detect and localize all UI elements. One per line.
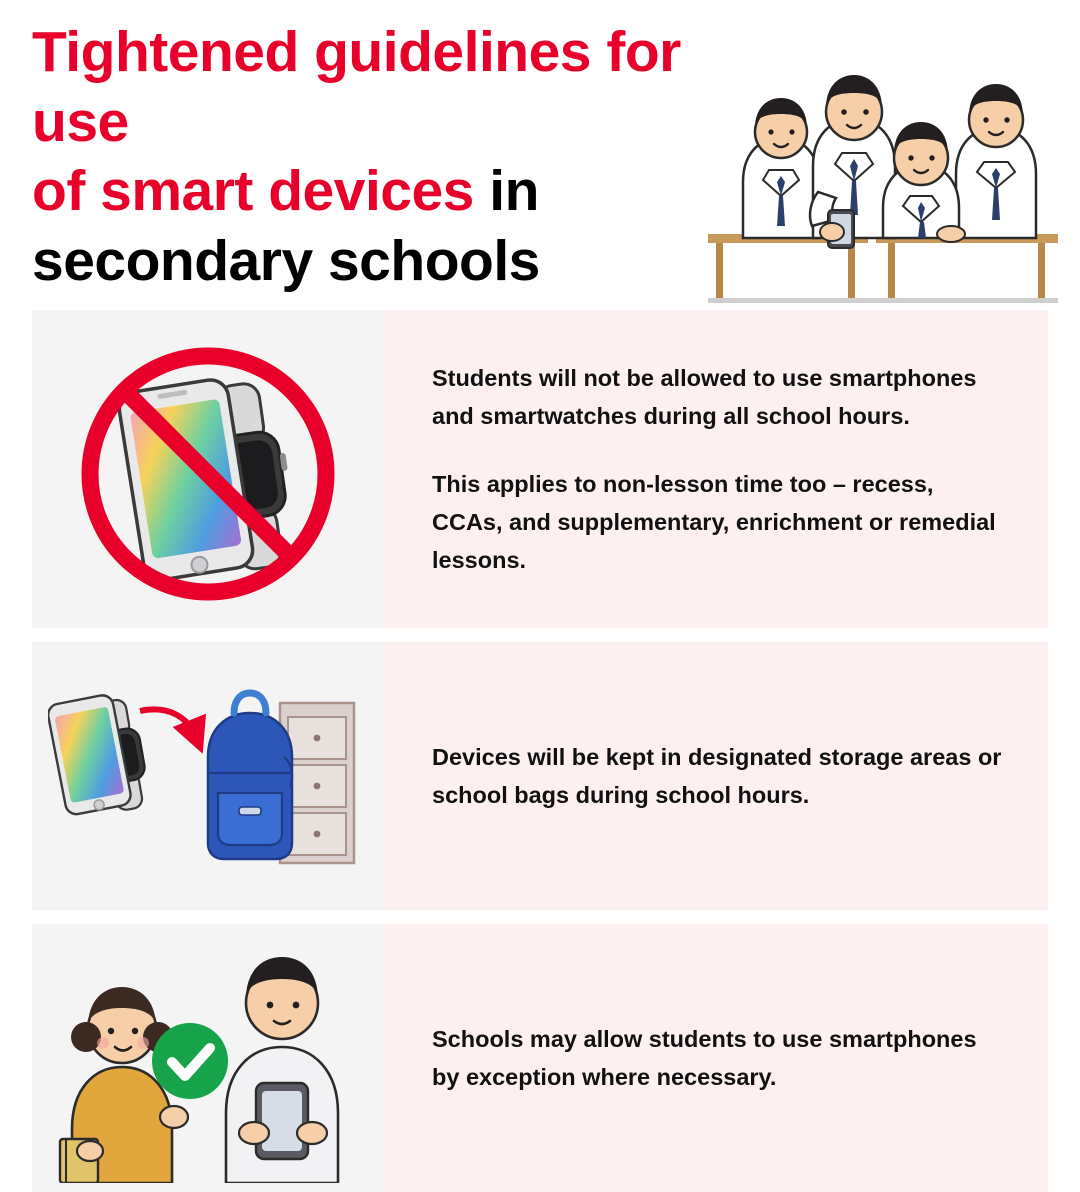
- title-line-3: secondary schools: [32, 228, 540, 293]
- guideline-row: [32, 310, 1048, 628]
- row-illustration: [32, 924, 384, 1192]
- guideline-row: [32, 642, 1048, 910]
- row-text: [384, 924, 1048, 1192]
- title-line-2-highlight: of smart devices: [32, 159, 474, 224]
- row-paragraph: This applies to non-lesson time too – recess, CCAs, and supplementary, enrichment or remedial lessons.: [432, 470, 996, 574]
- row-paragraph: Students will not be allowed to use smartphones and smartwatches during all school hours.: [432, 364, 977, 429]
- students-with-smartphone-illustration: [708, 62, 1058, 310]
- guideline-row: [32, 924, 1048, 1192]
- devices-into-bag-and-locker-icon: [48, 661, 368, 891]
- row-paragraph: Schools may allow students to use smartphones by exception where necessary.: [432, 1025, 977, 1090]
- guideline-rows: [0, 310, 1080, 1192]
- row-illustration: [32, 310, 384, 628]
- row-illustration: [32, 642, 384, 910]
- header: [0, 0, 1080, 310]
- row-paragraph: Devices will be kept in designated storage areas or school bags during school hours.: [432, 743, 1002, 808]
- title-line-1: Tightened guidelines for use: [32, 20, 681, 154]
- row-text: [384, 310, 1048, 628]
- title-line-2-plain: in: [473, 159, 539, 224]
- row-text: [384, 642, 1048, 910]
- teacher-approves-student-phone-icon: [48, 933, 368, 1183]
- no-smartphone-smartwatch-icon: [58, 324, 358, 614]
- page-title: [32, 18, 732, 296]
